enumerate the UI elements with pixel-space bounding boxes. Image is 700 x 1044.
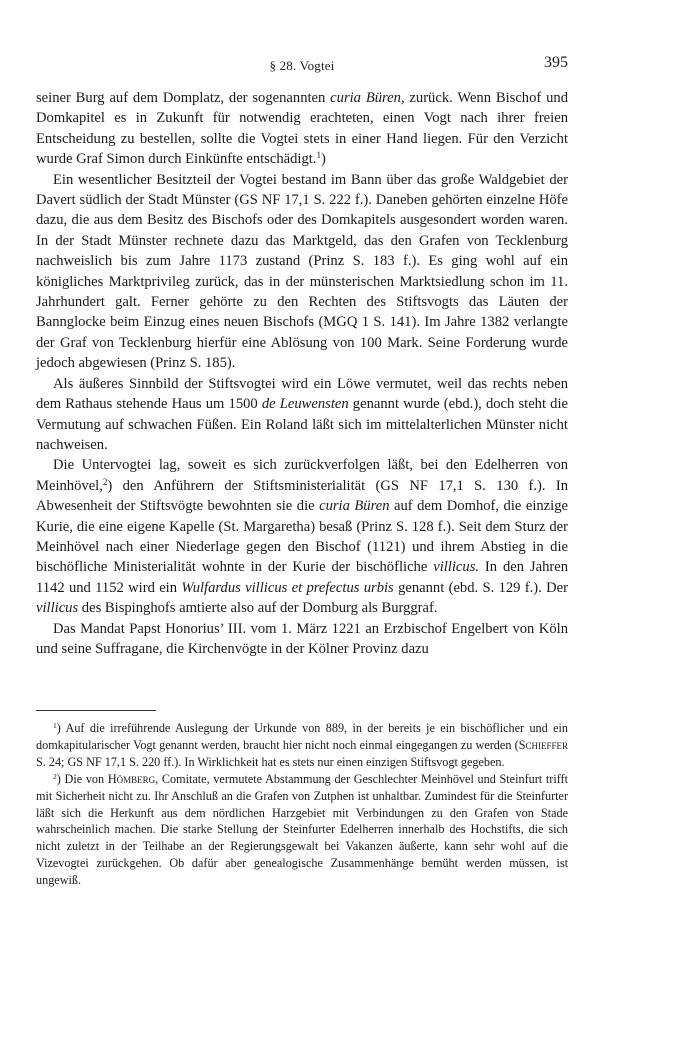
- italic-term: villicus: [36, 600, 79, 617]
- author-name: Schieffer: [518, 737, 568, 752]
- paragraph: [36, 619, 568, 660]
- text-run: ) den Anführern der Stiftsministerialität (GS NF 17,1 S. 130 f.). In Abwesenheit der Stiftsvögte bewohnten sie die: [36, 477, 568, 515]
- text-run: ) Auf die irreführende Auslegung der Urkunde von 889, in der bereits je ein bischöflicher und ein domkapitularischer Vogt genannt werden, braucht hier nicht noch einmal eingegangen zu werden (: [36, 721, 568, 752]
- page-number: 395: [544, 54, 568, 71]
- footnote: [36, 720, 568, 771]
- text-run: , zurück. Wenn Bischof und Domkapitel es in Zukunft für notwendig erachteten, einen Vogt nach ihrer freien Entscheidung zu bestellen, sollte die Vogtei stets in einer Hand liegen. Für den Verzicht wurde Graf Simon durch Einkünfte entschädigt.: [36, 90, 568, 168]
- text-run: In den Jahren 1142 und 1152 wird ein: [36, 559, 568, 596]
- paragraph: [36, 88, 568, 170]
- text-run: ) Die von: [56, 771, 108, 786]
- footnote: [36, 771, 568, 889]
- italic-term: curia Büren: [319, 498, 390, 515]
- text-run: , Comitate, vermutete Abstammung der Geschlechter Meinhövel und Steinfurt trifft mit Sicherheit nicht zu. Ihr Anschluß an die Grafen von Zutphen ist unhaltbar. Zumindest für die Steinfurter läßt sich die Herkunft aus dem nördlichen Harzgebiet mit Verbindungen zu den Grafen von Stade wahrscheinlich machen. Die starke Stellung der Steinfurter Edelherren innerhalb des Hochstifts, die sich nicht zuletzt in der Teilhabe an der Regierungsgewalt bei Vakanzen äußerte, kann sehr wohl auf die Vizevogtei zurückgehen. Ob dafür aber genealogische Zusammenhänge bemüht werden müssen, ist ungewiß.: [36, 771, 568, 888]
- section-title: § 28. Vogtei: [269, 58, 335, 73]
- main-text: [36, 88, 568, 659]
- text-run: Die Untervogtei lag, soweit es sich zurückverfolgen läßt, bei den Edelherren von Meinhövel,: [36, 457, 568, 494]
- text-run: seiner Burg auf dem Domplatz, der sogenannten: [36, 90, 331, 106]
- text-run: ): [320, 151, 326, 168]
- text-run: des Bispinghofs amtierte also auf der Domburg als Burggraf.: [78, 600, 438, 617]
- text-run: Das Mandat Papst Honorius’ III. vom 1. März 1221 an Erzbischof Engelbert von Köln und seine Suffragane, die Kirchenvögte in der Kölner Provinz dazu: [36, 620, 568, 657]
- paragraph: [36, 455, 568, 618]
- running-head: [36, 54, 568, 78]
- paragraph: [36, 170, 568, 374]
- text-run: S. 24; GS NF 17,1 S. 220 ff.). In Wirklichkeit hat es stets nur einen einzigen Stiftsvogt gegeben.: [36, 754, 505, 769]
- italic-term: de Leuwensten: [261, 396, 349, 413]
- text-run: Ein wesentlicher Besitzteil der Vogtei bestand im Bann über das große Waldgebiet der Davert südlich der Stadt Münster (GS NF 17,1 S. 222 f.). Daneben gehörten einzelne Höfe dazu, die aus dem Besitz des Bischofs oder des Domkapitels ausgesondert worden waren. In der Stadt Münster rechnete dazu das Marktgeld, das den Grafen von Tecklenburg nachweislich bis zum Jahre 1173 zustand (Prinz S. 183 f.). Es ging wohl auf ein königliches Marktprivileg zurück, das in der münsterischen Marktsiedlung schon im 11. Jahrhundert galt. Ferner gehörte zu den Rechten des Stiftsvogts das Läuten der Bannglocke beim Einzug eines neuen Bischofs (MGQ 1 S. 141). Im Jahre 1382 verlangte der Graf von Tecklenburg hierfür eine Ablösung von 100 Mark. Seine Forderung wurde jedoch abgewiesen (Prinz S. 185).: [36, 171, 568, 372]
- footnote-separator: [36, 710, 156, 711]
- text-run: auf dem Domhof, die einzige Kurie, die eine eigene Kapelle (St. Margaretha) besaß (Prinz S. 128 f.). Seit dem Sturz der Meinhövel nach einer Niederlage gegen den Bischof (1121) und ihrem Abstieg in die bischöfliche Ministerialität wohnte in der Kurie der bischöfliche: [36, 498, 568, 576]
- footnote-ref: 1: [53, 720, 57, 730]
- text-run: genannt (ebd. S. 129 f.). Der: [393, 579, 568, 596]
- italic-term: curia Büren: [330, 90, 401, 106]
- footnotes: [36, 720, 568, 889]
- text-run: Als äußeres Sinnbild der Stiftsvogtei wird ein Löwe vermutet, weil das rechts neben dem Rathaus stehende Haus um 1500: [36, 375, 568, 413]
- paragraph: [36, 374, 568, 456]
- footnote-ref: 2: [102, 476, 108, 487]
- italic-term: Wulfardus villicus et prefectus urbis: [181, 579, 394, 596]
- footnote-ref: 1: [316, 150, 321, 161]
- author-name: Hömberg: [107, 771, 156, 786]
- italic-term: villicus.: [433, 559, 480, 576]
- footnote-ref: 2: [53, 771, 57, 781]
- text-run: genannt wurde (ebd.), doch steht die Vermutung auf schwachen Füßen. Ein Roland läßt sich im mittelalterlichen Münster nicht nachweisen.: [36, 396, 568, 453]
